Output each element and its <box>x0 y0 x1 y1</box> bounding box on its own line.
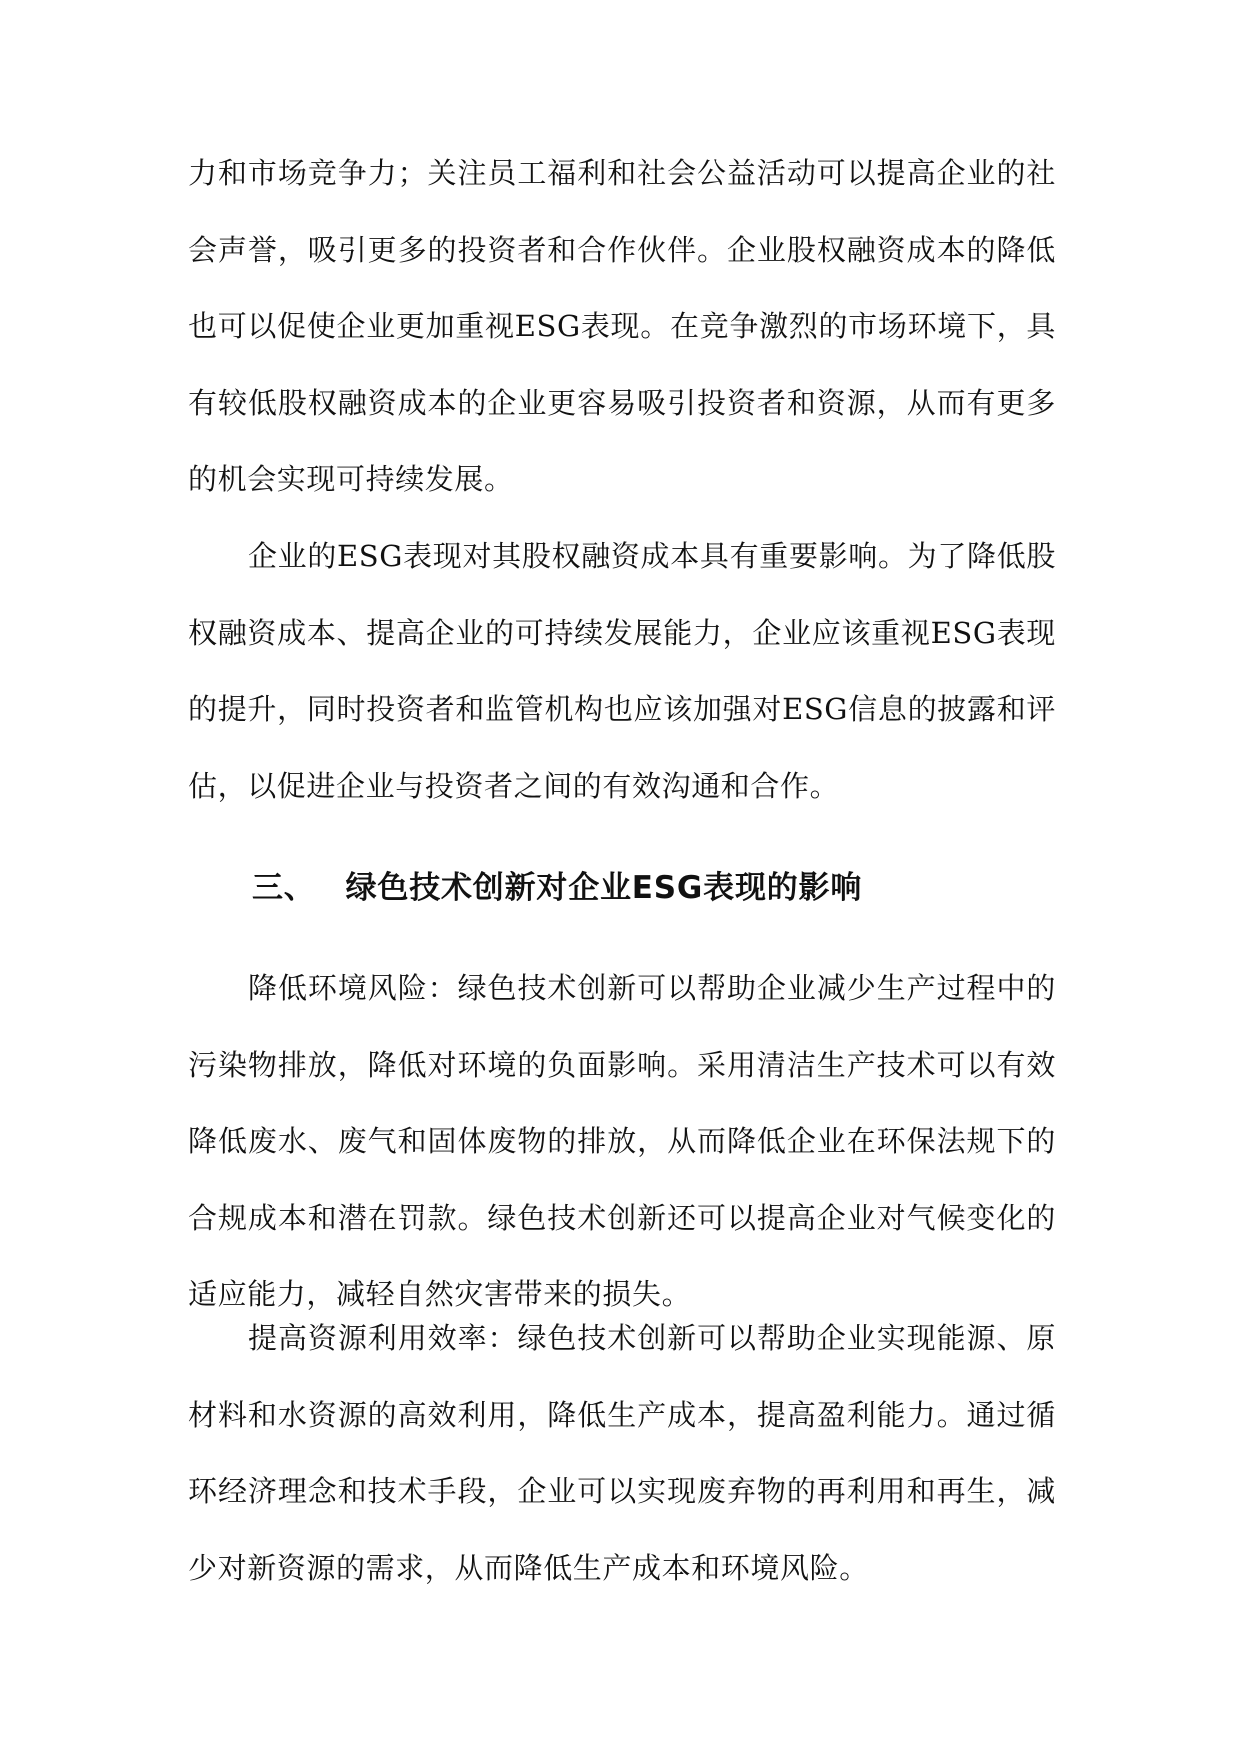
body-paragraph: 企业的ESG表现对其股权融资成本具有重要影响。为了降低股权融资成本、提高企业的可持续发展能力，企业应该重视ESG表现的提升，同时投资者和监管机构也应该加强对ESG信息的披露和评估，以促进企业与投资者之间的有效沟通和合作。 <box>188 539 1056 803</box>
section-heading <box>252 862 862 907</box>
section-number: 三、 <box>252 870 316 906</box>
body-paragraph-continued: 力和市场竞争力；关注员工福利和社会公益活动可以提高企业的社会声誉，吸引更多的投资者和合作伙伴。企业股权融资成本的降低也可以促使企业更加重视ESG表现。在竞争激烈的市场环境下，具有较低股权融资成本的企业更容易吸引投资者和资源，从而有更多的机会实现可持续发展。 <box>188 156 1056 496</box>
section-paragraph: 提高资源利用效率：绿色技术创新可以帮助企业实现能源、原材料和水资源的高效利用，降低生产成本，提高盈利能力。通过循环经济理念和技术手段，企业可以实现废弃物的再利用和再生，减少对新资源的需求，从而降低生产成本和环境风险。 <box>188 1321 1056 1585</box>
section-paragraph: 降低环境风险：绿色技术创新可以帮助企业减少生产过程中的污染物排放，降低对环境的负面影响。采用清洁生产技术可以有效降低废水、废气和固体废物的排放，从而降低企业在环保法规下的合规成本和潜在罚款。绿色技术创新还可以提高企业对气候变化的适应能力，减轻自然灾害带来的损失。 <box>188 971 1056 1311</box>
section-title: 绿色技术创新对企业ESG表现的影响 <box>345 870 863 906</box>
